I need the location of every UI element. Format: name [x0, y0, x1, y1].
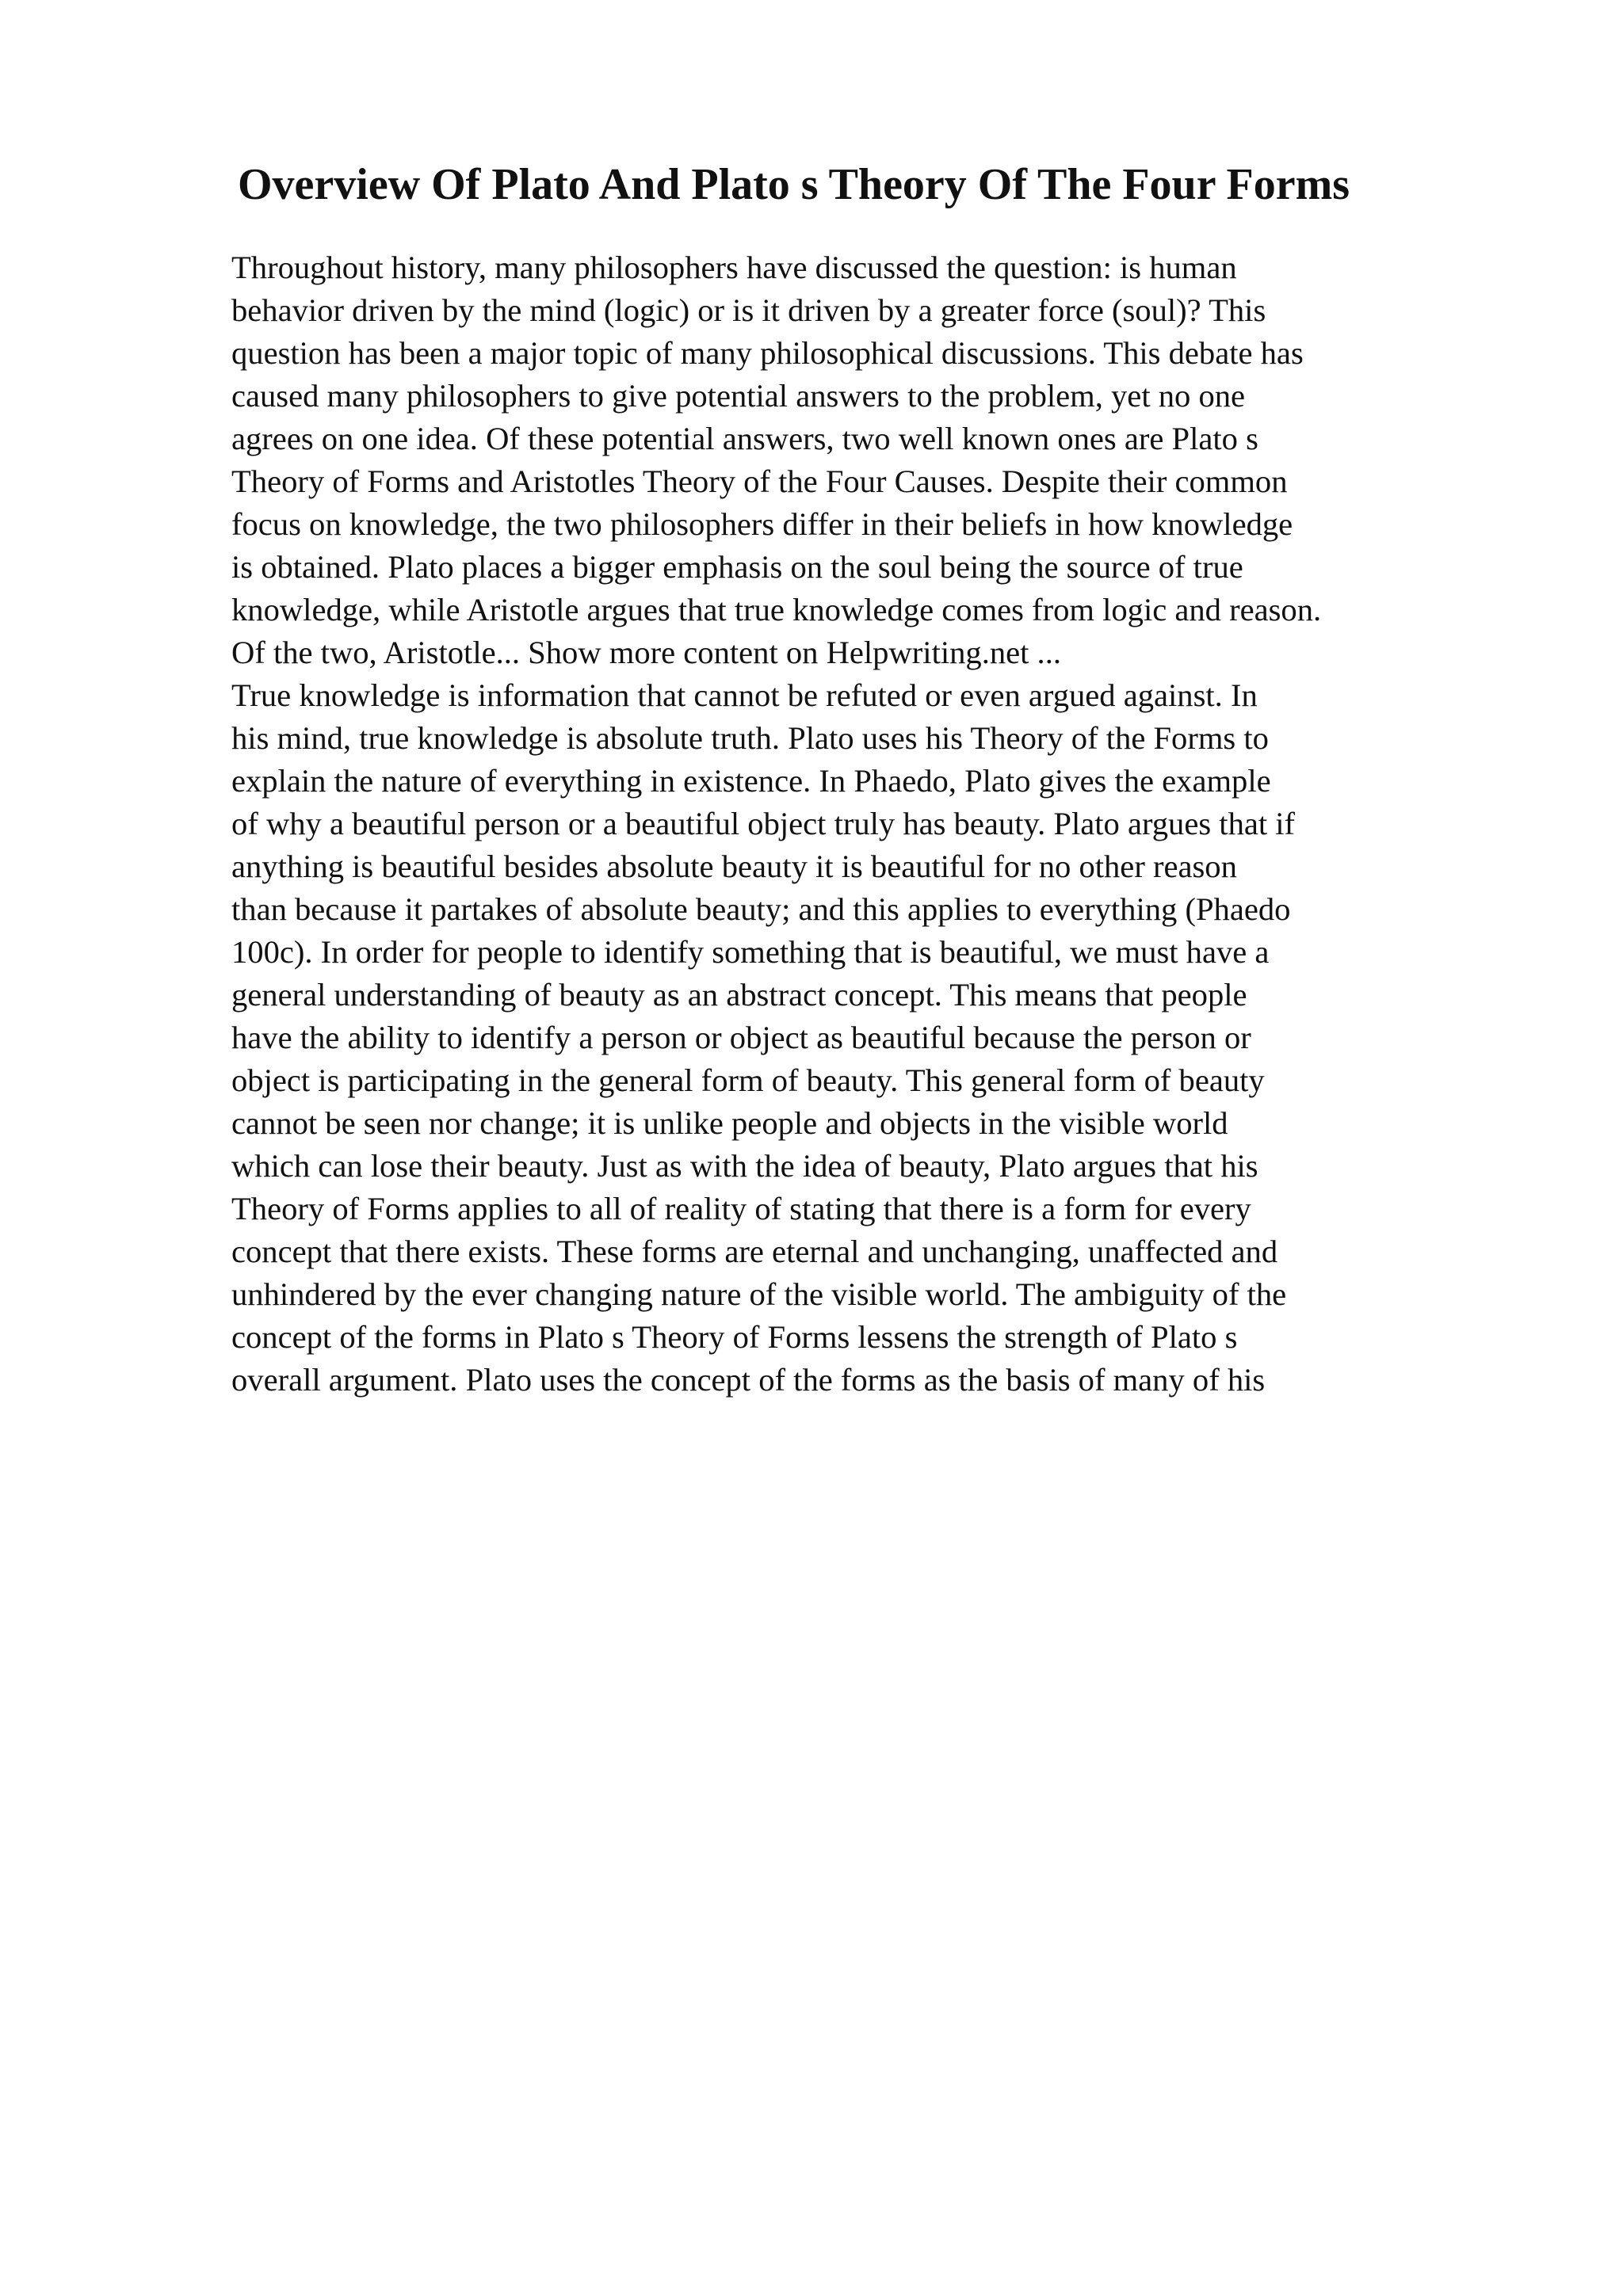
- document-title: Overview Of Plato And Plato s Theory Of The Four Forms: [238, 160, 1350, 209]
- text-line: Theory of Forms and Aristotles Theory of the Four Causes. Despite their common: [231, 463, 1288, 499]
- text-line: of why a beautiful person or a beautiful object truly has beauty. Plato argues that if: [231, 806, 1296, 841]
- text-line: cannot be seen nor change; it is unlike people and objects in the visible world: [231, 1105, 1228, 1141]
- text-line: object is participating in the general form of beauty. This general form of beauty: [231, 1062, 1265, 1098]
- text-line: general understanding of beauty as an abstract concept. This means that people: [231, 977, 1247, 1013]
- text-line: Of the two, Aristotle... Show more content on Helpwriting.net ...: [231, 635, 1061, 670]
- text-line: True knowledge is information that cannot be refuted or even argued against. In: [231, 677, 1258, 713]
- text-line: behavior driven by the mind (logic) or is it driven by a greater force (soul)? This: [231, 292, 1266, 328]
- text-line: anything is beautiful besides absolute beauty it is beautiful for no other reason: [231, 849, 1237, 884]
- text-line: Theory of Forms applies to all of reality of stating that there is a form for every: [231, 1191, 1251, 1226]
- text-line: is obtained. Plato places a bigger emphasis on the soul being the source of true: [231, 549, 1243, 585]
- text-line: Throughout history, many philosophers have discussed the question: is human: [231, 250, 1237, 285]
- text-line: focus on knowledge, the two philosophers differ in their beliefs in how knowledge: [231, 506, 1293, 542]
- text-line: which can lose their beauty. Just as with the idea of beauty, Plato argues that his: [231, 1148, 1258, 1184]
- document-body: [231, 246, 1499, 1402]
- text-line: have the ability to identify a person or object as beautiful because the person or: [231, 1020, 1251, 1055]
- text-line: explain the nature of everything in existence. In Phaedo, Plato gives the example: [231, 763, 1271, 799]
- text-line: concept that there exists. These forms are eternal and unchanging, unaffected and: [231, 1234, 1278, 1269]
- text-line: 100c). In order for people to identify something that is beautiful, we must have a: [231, 934, 1270, 970]
- text-line: caused many philosophers to give potential answers to the problem, yet no one: [231, 378, 1246, 414]
- text-line: his mind, true knowledge is absolute truth. Plato uses his Theory of the Forms to: [231, 720, 1269, 756]
- text-line: overall argument. Plato uses the concept of the forms as the basis of many of his: [231, 1362, 1266, 1398]
- text-line: concept of the forms in Plato s Theory of Forms lessens the strength of Plato s: [231, 1319, 1238, 1355]
- text-line: knowledge, while Aristotle argues that true knowledge comes from logic and reason.: [231, 592, 1322, 627]
- text-line: question has been a major topic of many philosophical discussions. This debate has: [231, 335, 1304, 371]
- text-line: agrees on one idea. Of these potential answers, two well known ones are Plato s: [231, 421, 1258, 456]
- text-line: unhindered by the ever changing nature of the visible world. The ambiguity of the: [231, 1276, 1287, 1312]
- text-line: than because it partakes of absolute beauty; and this applies to everything (Phaedo: [231, 891, 1291, 927]
